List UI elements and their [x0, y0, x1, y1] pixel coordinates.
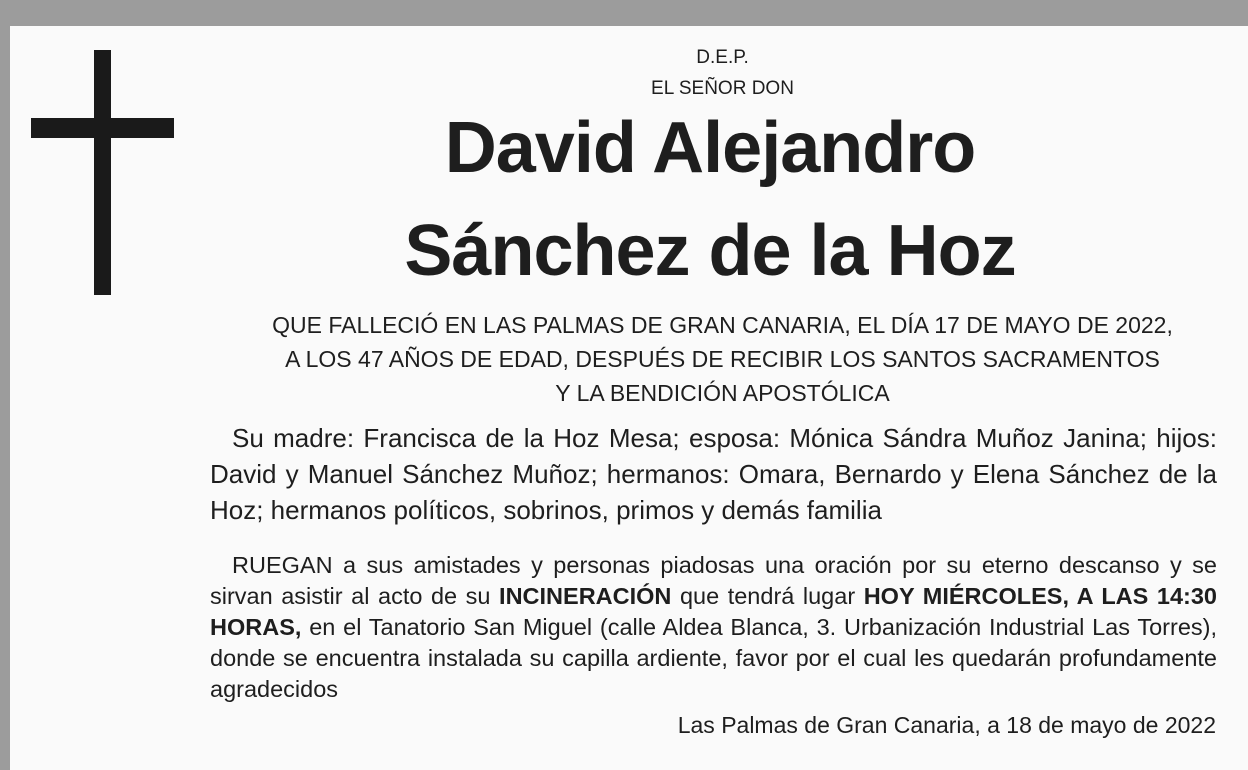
- ceremony-type: INCINERACIÓN: [499, 583, 672, 609]
- obituary-notice: [10, 26, 1248, 770]
- ruegan-text-part2: que tendrá lugar: [671, 583, 864, 609]
- family-paragraph: Su madre: Francisca de la Hoz Mesa; esposa: Mónica Sándra Muñoz Janina; hijos: David y Manuel Sánchez Muñoz; hermanos: Omara, Bernardo y Elena Sánchez de la Hoz; hermanos políticos, sobrinos, primos y demás familia: [210, 423, 1217, 525]
- death-notice-line2: A LOS 47 AÑOS DE EDAD, DESPUÉS DE RECIBIR LOS SANTOS SACRAMENTOS: [285, 346, 1160, 372]
- death-notice-line3: Y LA BENDICIÓN APOSTÓLICA: [555, 380, 890, 406]
- deceased-name-line2: Sánchez de la Hoz: [404, 211, 1016, 291]
- ceremony-time: HOY MIÉRCOLES, A LAS 14:30 HORAS,: [210, 583, 1217, 640]
- place-date-signoff: Las Palmas de Gran Canaria, a 18 de mayo de 2022: [677, 712, 1216, 738]
- deceased-name-line1: David Alejandro: [444, 108, 976, 188]
- death-notice-line1: QUE FALLECIÓ EN LAS PALMAS DE GRAN CANARIA, EL DÍA 17 DE MAYO DE 2022,: [272, 312, 1173, 338]
- dep-label: D.E.P.: [696, 47, 749, 68]
- cross-vertical-bar: [94, 50, 111, 295]
- ruegan-text-part3: en el Tanatorio San Miguel (calle Aldea Blanca, 3. Urbanización Industrial Las Torres), donde se encuentra instalada su capilla ardiente, favor por el cual les quedarán profundamente agradecidos: [210, 614, 1217, 702]
- ruegan-text-part1: RUEGAN a sus amistades y personas piadosas una oración por su eterno descanso y se sirvan asistir al acto de su: [210, 552, 1217, 609]
- ruegan-paragraph: [210, 550, 1217, 705]
- honorific-label: EL SEÑOR DON: [651, 78, 794, 99]
- cross-horizontal-bar: [31, 118, 174, 138]
- death-notice-block: [210, 308, 1235, 410]
